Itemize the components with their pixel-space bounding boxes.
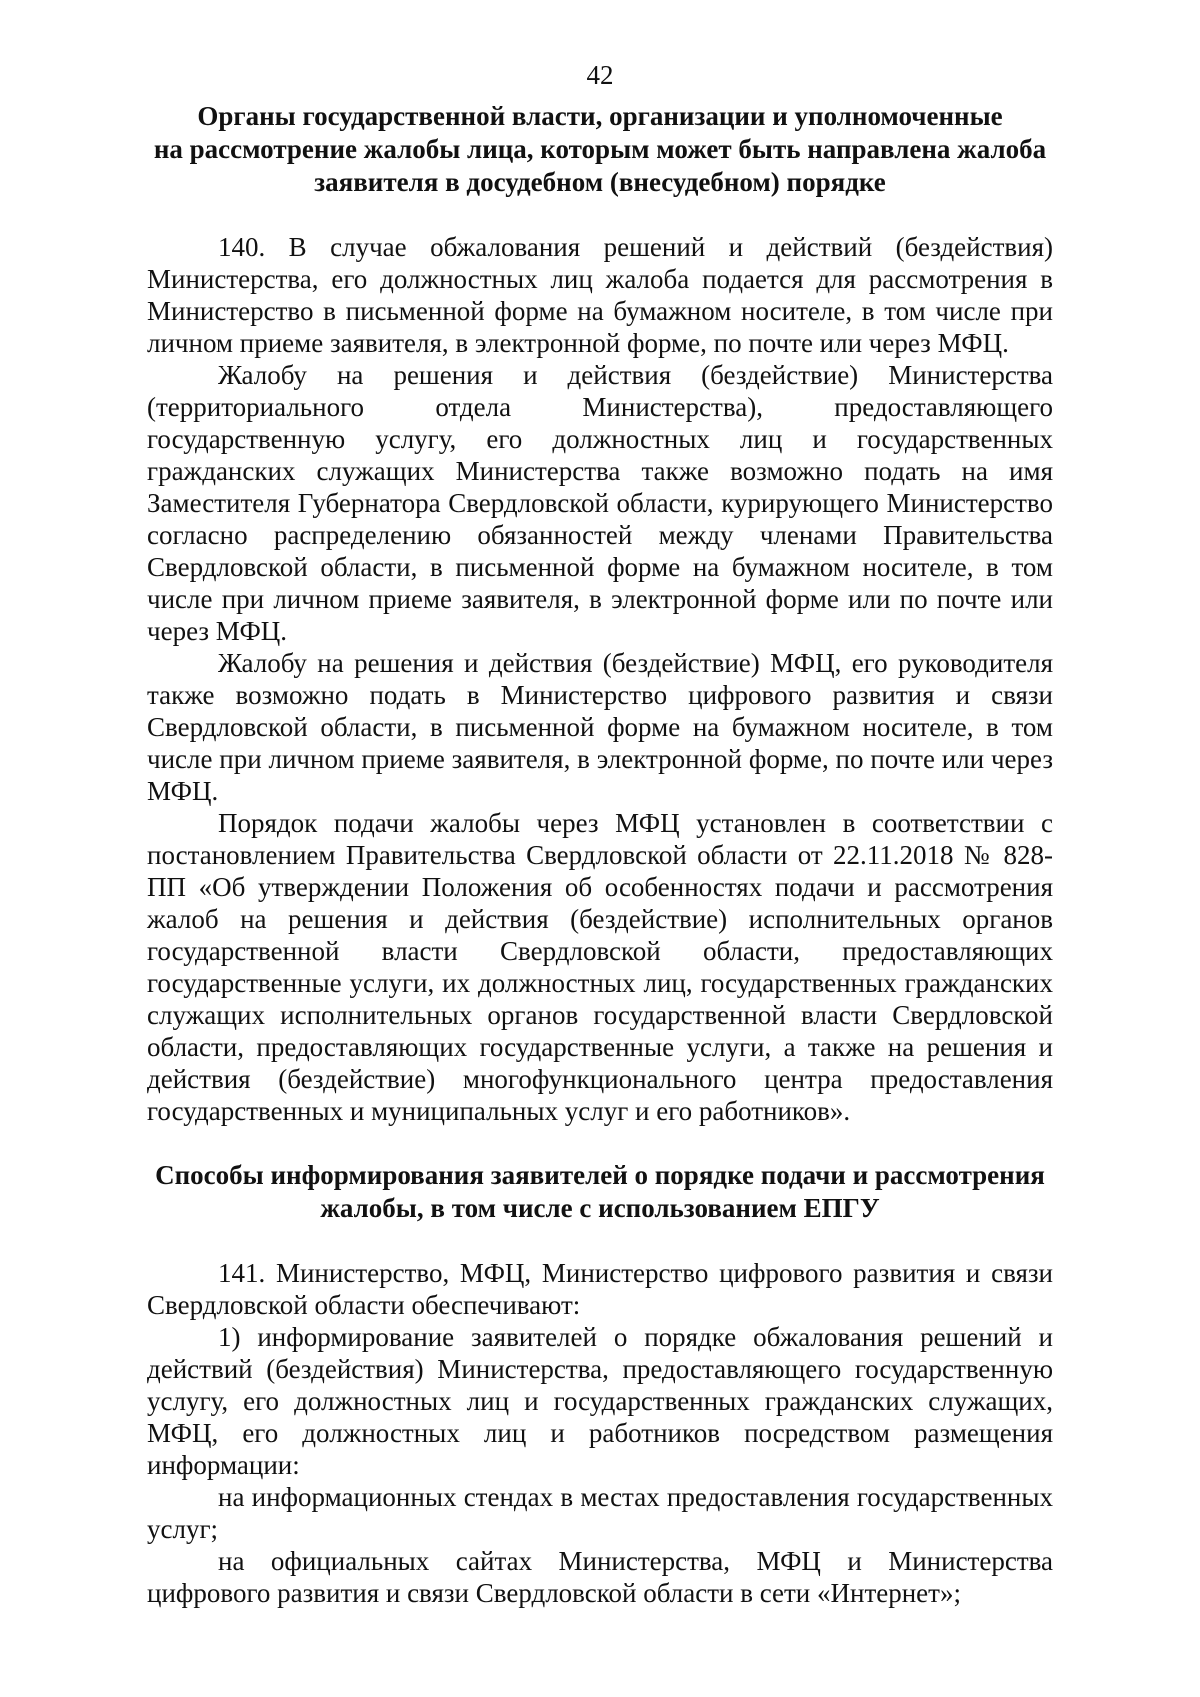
section-heading-complaint-bodies: [147, 100, 1053, 199]
paragraph-official-sites: на официальных сайтах Министерства, МФЦ и Министерства цифрового развития и связи Свердловской области в сети «Интернет»;: [147, 1546, 1053, 1608]
paragraph-mfc-procedure: Порядок подачи жалобы через МФЦ установлен в соответствии с постановлением Правительства Свердловской области от 22.11.2018 № 828-ПП «Об утверждении Положения об особенностях подачи и рассмотрения жалоб на решения и действия (бездействие) исполнительных органов государственной власти Свердловской области, предоставляющих государственные услуги, их должностных лиц, государственных гражданских служащих исполнительных органов государственной власти Свердловской области, предоставляющих государственные услуги, а также на решения и действия (бездействие) многофункционального центра предоставления государственных и муниципальных услуг и его работников».: [147, 808, 1053, 1126]
spacer: [147, 199, 1053, 231]
paragraph-complaint-mfc: Жалобу на решения и действия (бездействие) МФЦ, его руководителя также возможно подать в Министерство цифрового развития и связи Свердловской области, в письменной форме на бумажном носителе, в том числе при личном приеме заявителя, в электронной форме, по почте или через МФЦ.: [147, 648, 1053, 806]
heading-line: на рассмотрение жалобы лица, которым может быть направлена жалоба: [153, 134, 1047, 164]
paragraph-141-item-1: 1) информирование заявителей о порядке обжалования решений и действий (бездействия) Министерства, предоставляющего государственную услугу, его должностных лиц и государственных гражданских служащих, МФЦ, его должностных лиц и работников посредством размещения информации:: [147, 1322, 1053, 1480]
heading-line: заявителя в досудебном (внесудебном) порядке: [314, 167, 886, 197]
section-heading-informing-methods: [147, 1159, 1053, 1225]
heading-line: жалобы, в том числе с использованием ЕПГУ: [320, 1193, 880, 1223]
heading-line: Органы государственной власти, организации и уполномоченные: [197, 101, 1003, 131]
page-number: 42: [586, 60, 614, 90]
document-body: [147, 100, 1053, 1609]
paragraph-info-stands: на информационных стендах в местах предоставления государственных услуг;: [147, 1482, 1053, 1544]
paragraph-141: 141. Министерство, МФЦ, Министерство цифрового развития и связи Свердловской области обеспечивают:: [147, 1258, 1053, 1320]
spacer: [147, 1225, 1053, 1257]
heading-line: Способы информирования заявителей о порядке подачи и рассмотрения: [155, 1160, 1045, 1190]
spacer: [147, 1127, 1053, 1159]
paragraph-140: 140. В случае обжалования решений и действий (бездействия) Министерства, его должностных лиц жалоба подается для рассмотрения в Министерство в письменной форме на бумажном носителе, в том числе при личном приеме заявителя, в электронной форме, по почте или через МФЦ.: [147, 232, 1053, 358]
paragraph-complaint-governor: Жалобу на решения и действия (бездействие) Министерства (территориального отдела Министерства), предоставляющего государственную услугу, его должностных лиц и государственных гражданских служащих Министерства также возможно подать на имя Заместителя Губернатора Свердловской области, курирующего Министерство согласно распределению обязанностей между членами Правительства Свердловской области, в письменной форме на бумажном носителе, в том числе при личном приеме заявителя, в электронной форме или по почте или через МФЦ.: [147, 360, 1053, 646]
